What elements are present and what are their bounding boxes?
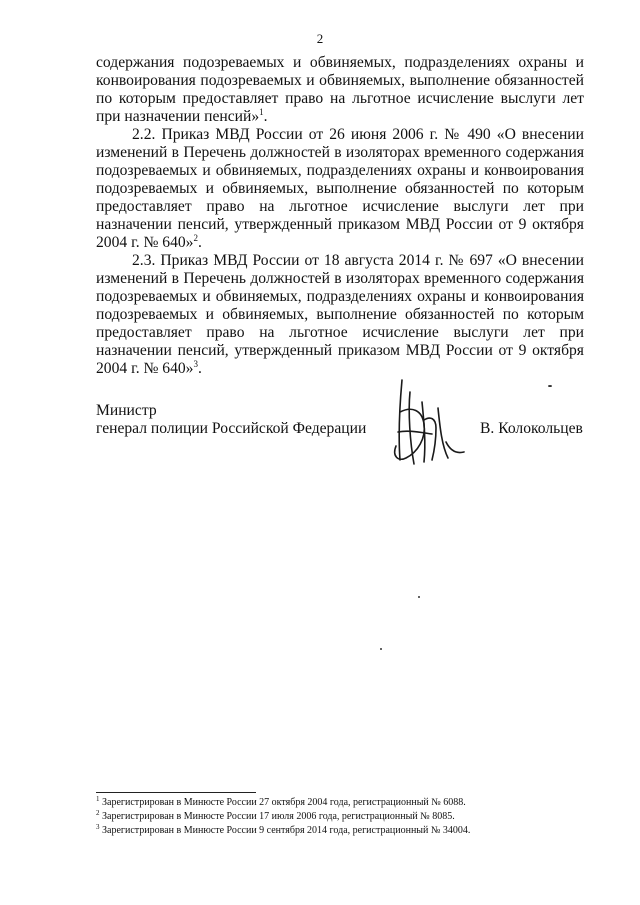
scan-speck <box>418 596 420 598</box>
footnote-ref-3: 3 <box>193 359 198 369</box>
footnote-ref-1: 1 <box>259 107 264 117</box>
signatory-rank: генерал полиции Российской Федерации <box>96 420 367 437</box>
paragraph-2-2 <box>96 126 584 252</box>
footnote-text: Зарегистрирован в Минюсте России 17 июля 2006 года, регистрационный № 8085. <box>102 811 455 822</box>
body-text <box>96 54 584 378</box>
signatory-name: В. Колокольцев <box>480 420 583 437</box>
signatory-position: Министр <box>96 402 157 419</box>
footnote-ref-2: 2 <box>193 233 198 243</box>
paragraph-2-3 <box>96 252 584 378</box>
paragraph-end: . <box>263 108 268 125</box>
paragraph-end: . <box>197 360 202 377</box>
footnote-text: Зарегистрирован в Минюсте России 9 сентября 2014 года, регистрационный № 34004. <box>102 825 471 836</box>
page-number: 2 <box>316 31 324 46</box>
signatory-title <box>96 402 366 438</box>
paragraph-continuation <box>96 54 584 126</box>
footnotes <box>96 796 576 838</box>
paragraph-text: 2.2. Приказ МВД России от 26 июня 2006 г. № 490 «О внесении изменений в Перечень должностей в изоляторах временного содержания подозреваемых и обвиняемых, подразделениях охраны и конвоирования подозреваемых и обвиняемых, выполнение обязанностей по которым предоставляет право на льготное исчисление выслуги лет при назначении пенсий, утвержденный приказом МВД России от 9 октября 2004 г. № 640» <box>96 126 584 251</box>
footnote-separator <box>96 792 256 793</box>
scan-speck <box>380 648 382 650</box>
footnote-text: Зарегистрирован в Минюсте России 27 октября 2004 года, регистрационный № 6088. <box>102 797 466 808</box>
scan-speck <box>548 385 552 387</box>
handwritten-signature <box>388 372 468 468</box>
footnote-mark: 3 <box>96 823 100 831</box>
footnote-mark: 2 <box>96 809 100 817</box>
footnote-2 <box>96 810 576 824</box>
footnote-3 <box>96 824 576 838</box>
paragraph-text: содержания подозреваемых и обвиняемых, подразделениях охраны и конвоирования подозреваемых и обвиняемых, выполнение обязанностей по которым предоставляет право на льготное исчисление выслуги лет при назначении пенсий» <box>96 54 584 125</box>
footnote-1 <box>96 796 576 810</box>
footnote-mark: 1 <box>96 795 100 803</box>
paragraph-end: . <box>197 234 202 251</box>
paragraph-text: 2.3. Приказ МВД России от 18 августа 2014 г. № 697 «О внесении изменений в Перечень должностей в изоляторах временного содержания подозреваемых и обвиняемых, подразделениях охраны и конвоирования подозреваемых и обвиняемых, выполнение обязанностей по которым предоставляет право на льготное исчисление выслуги лет при назначении пенсий, утвержденный приказом МВД России от 9 октября 2004 г. № 640» <box>96 252 584 377</box>
